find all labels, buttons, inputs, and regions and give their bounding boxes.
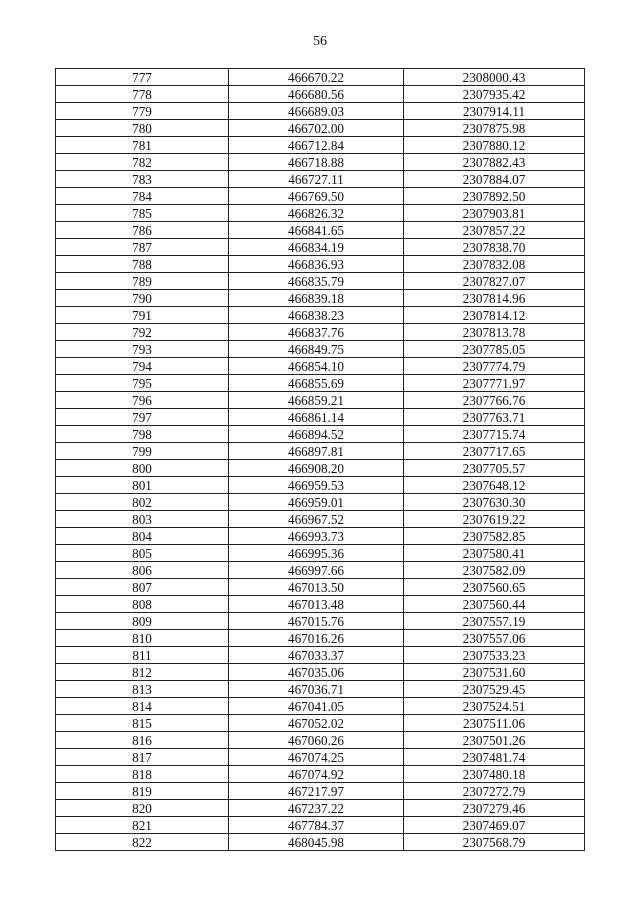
- x-coordinate-cell: 466689.03: [229, 103, 404, 120]
- x-coordinate-cell: 467013.48: [229, 596, 404, 613]
- table-row: [56, 477, 585, 494]
- point-number-cell: 785: [56, 205, 229, 222]
- x-coordinate-cell: 466861.14: [229, 409, 404, 426]
- y-coordinate-cell: 2307582.85: [404, 528, 585, 545]
- point-number-cell: 808: [56, 596, 229, 613]
- table-row: [56, 120, 585, 137]
- x-coordinate-cell: 466959.53: [229, 477, 404, 494]
- x-coordinate-cell: 467015.76: [229, 613, 404, 630]
- point-number-cell: 793: [56, 341, 229, 358]
- table-row: [56, 69, 585, 86]
- table-row: [56, 409, 585, 426]
- y-coordinate-cell: 2307560.65: [404, 579, 585, 596]
- y-coordinate-cell: 2307272.79: [404, 783, 585, 800]
- y-coordinate-cell: 2307875.98: [404, 120, 585, 137]
- point-number-cell: 777: [56, 69, 229, 86]
- y-coordinate-cell: 2307935.42: [404, 86, 585, 103]
- y-coordinate-cell: 2307763.71: [404, 409, 585, 426]
- table-row: [56, 358, 585, 375]
- point-number-cell: 794: [56, 358, 229, 375]
- x-coordinate-cell: 466834.19: [229, 239, 404, 256]
- table-row: [56, 766, 585, 783]
- table-row: [56, 732, 585, 749]
- table-row: [56, 392, 585, 409]
- x-coordinate-cell: 467052.02: [229, 715, 404, 732]
- point-number-cell: 790: [56, 290, 229, 307]
- point-number-cell: 822: [56, 834, 229, 851]
- point-number-cell: 820: [56, 800, 229, 817]
- point-number-cell: 799: [56, 443, 229, 460]
- table-row: [56, 188, 585, 205]
- y-coordinate-cell: 2307814.12: [404, 307, 585, 324]
- table-row: [56, 715, 585, 732]
- x-coordinate-cell: 467016.26: [229, 630, 404, 647]
- table-row: [56, 324, 585, 341]
- point-number-cell: 805: [56, 545, 229, 562]
- point-number-cell: 789: [56, 273, 229, 290]
- y-coordinate-cell: 2307814.96: [404, 290, 585, 307]
- x-coordinate-cell: 466702.00: [229, 120, 404, 137]
- y-coordinate-cell: 2307813.78: [404, 324, 585, 341]
- x-coordinate-cell: 467041.05: [229, 698, 404, 715]
- table-row: [56, 647, 585, 664]
- coordinates-table-body: [56, 69, 585, 851]
- y-coordinate-cell: 2307511.06: [404, 715, 585, 732]
- x-coordinate-cell: 466826.32: [229, 205, 404, 222]
- point-number-cell: 817: [56, 749, 229, 766]
- x-coordinate-cell: 466967.52: [229, 511, 404, 528]
- y-coordinate-cell: 2307838.70: [404, 239, 585, 256]
- point-number-cell: 815: [56, 715, 229, 732]
- x-coordinate-cell: 467784.37: [229, 817, 404, 834]
- point-number-cell: 781: [56, 137, 229, 154]
- point-number-cell: 784: [56, 188, 229, 205]
- point-number-cell: 816: [56, 732, 229, 749]
- x-coordinate-cell: 466835.79: [229, 273, 404, 290]
- table-row: [56, 86, 585, 103]
- point-number-cell: 813: [56, 681, 229, 698]
- x-coordinate-cell: 467013.50: [229, 579, 404, 596]
- x-coordinate-cell: 466908.20: [229, 460, 404, 477]
- x-coordinate-cell: 466993.73: [229, 528, 404, 545]
- y-coordinate-cell: 2307892.50: [404, 188, 585, 205]
- point-number-cell: 804: [56, 528, 229, 545]
- point-number-cell: 821: [56, 817, 229, 834]
- x-coordinate-cell: 466836.93: [229, 256, 404, 273]
- point-number-cell: 819: [56, 783, 229, 800]
- point-number-cell: 795: [56, 375, 229, 392]
- y-coordinate-cell: 2307279.46: [404, 800, 585, 817]
- y-coordinate-cell: 2307630.30: [404, 494, 585, 511]
- x-coordinate-cell: 466727.11: [229, 171, 404, 188]
- table-row: [56, 273, 585, 290]
- y-coordinate-cell: 2307914.11: [404, 103, 585, 120]
- y-coordinate-cell: 2307715.74: [404, 426, 585, 443]
- table-row: [56, 256, 585, 273]
- y-coordinate-cell: 2307481.74: [404, 749, 585, 766]
- x-coordinate-cell: 466855.69: [229, 375, 404, 392]
- x-coordinate-cell: 467074.25: [229, 749, 404, 766]
- x-coordinate-cell: 467237.22: [229, 800, 404, 817]
- table-row: [56, 834, 585, 851]
- y-coordinate-cell: 2307480.18: [404, 766, 585, 783]
- x-coordinate-cell: 466837.76: [229, 324, 404, 341]
- y-coordinate-cell: 2307785.05: [404, 341, 585, 358]
- table-row: [56, 239, 585, 256]
- table-row: [56, 154, 585, 171]
- y-coordinate-cell: 2307771.97: [404, 375, 585, 392]
- point-number-cell: 814: [56, 698, 229, 715]
- point-number-cell: 796: [56, 392, 229, 409]
- x-coordinate-cell: 466769.50: [229, 188, 404, 205]
- x-coordinate-cell: 467074.92: [229, 766, 404, 783]
- x-coordinate-cell: 466838.23: [229, 307, 404, 324]
- y-coordinate-cell: 2307529.45: [404, 681, 585, 698]
- point-number-cell: 778: [56, 86, 229, 103]
- point-number-cell: 797: [56, 409, 229, 426]
- point-number-cell: 800: [56, 460, 229, 477]
- table-row: [56, 307, 585, 324]
- table-row: [56, 562, 585, 579]
- point-number-cell: 786: [56, 222, 229, 239]
- coordinates-table: [55, 68, 585, 851]
- table-row: [56, 579, 585, 596]
- point-number-cell: 807: [56, 579, 229, 596]
- x-coordinate-cell: 466997.66: [229, 562, 404, 579]
- x-coordinate-cell: 466839.18: [229, 290, 404, 307]
- point-number-cell: 809: [56, 613, 229, 630]
- x-coordinate-cell: 467035.06: [229, 664, 404, 681]
- x-coordinate-cell: 466894.52: [229, 426, 404, 443]
- x-coordinate-cell: 466995.36: [229, 545, 404, 562]
- y-coordinate-cell: 2307884.07: [404, 171, 585, 188]
- table-row: [56, 341, 585, 358]
- table-row: [56, 800, 585, 817]
- y-coordinate-cell: 2307560.44: [404, 596, 585, 613]
- table-row: [56, 137, 585, 154]
- x-coordinate-cell: 466670.22: [229, 69, 404, 86]
- point-number-cell: 803: [56, 511, 229, 528]
- y-coordinate-cell: 2307648.12: [404, 477, 585, 494]
- y-coordinate-cell: 2307557.19: [404, 613, 585, 630]
- table-row: [56, 290, 585, 307]
- table-row: [56, 749, 585, 766]
- y-coordinate-cell: 2307619.22: [404, 511, 585, 528]
- y-coordinate-cell: 2307469.07: [404, 817, 585, 834]
- point-number-cell: 818: [56, 766, 229, 783]
- point-number-cell: 779: [56, 103, 229, 120]
- y-coordinate-cell: 2307766.76: [404, 392, 585, 409]
- x-coordinate-cell: 467217.97: [229, 783, 404, 800]
- point-number-cell: 792: [56, 324, 229, 341]
- table-row: [56, 664, 585, 681]
- point-number-cell: 788: [56, 256, 229, 273]
- x-coordinate-cell: 468045.98: [229, 834, 404, 851]
- y-coordinate-cell: 2307557.06: [404, 630, 585, 647]
- table-row: [56, 511, 585, 528]
- point-number-cell: 798: [56, 426, 229, 443]
- point-number-cell: 811: [56, 647, 229, 664]
- point-number-cell: 787: [56, 239, 229, 256]
- point-number-cell: 802: [56, 494, 229, 511]
- table-row: [56, 443, 585, 460]
- y-coordinate-cell: 2307568.79: [404, 834, 585, 851]
- table-row: [56, 171, 585, 188]
- x-coordinate-cell: 467033.37: [229, 647, 404, 664]
- y-coordinate-cell: 2307501.26: [404, 732, 585, 749]
- table-row: [56, 613, 585, 630]
- y-coordinate-cell: 2307857.22: [404, 222, 585, 239]
- x-coordinate-cell: 466680.56: [229, 86, 404, 103]
- table-row: [56, 681, 585, 698]
- point-number-cell: 806: [56, 562, 229, 579]
- x-coordinate-cell: 466897.81: [229, 443, 404, 460]
- y-coordinate-cell: 2307717.65: [404, 443, 585, 460]
- page-number: 56: [313, 34, 327, 49]
- point-number-cell: 812: [56, 664, 229, 681]
- x-coordinate-cell: 466841.65: [229, 222, 404, 239]
- table-row: [56, 426, 585, 443]
- point-number-cell: 810: [56, 630, 229, 647]
- table-row: [56, 630, 585, 647]
- table-row: [56, 494, 585, 511]
- table-row: [56, 103, 585, 120]
- point-number-cell: 783: [56, 171, 229, 188]
- table-row: [56, 545, 585, 562]
- table-row: [56, 205, 585, 222]
- y-coordinate-cell: 2307882.43: [404, 154, 585, 171]
- y-coordinate-cell: 2307524.51: [404, 698, 585, 715]
- x-coordinate-cell: 467036.71: [229, 681, 404, 698]
- x-coordinate-cell: 466854.10: [229, 358, 404, 375]
- table-row: [56, 460, 585, 477]
- y-coordinate-cell: 2307531.60: [404, 664, 585, 681]
- table-row: [56, 698, 585, 715]
- x-coordinate-cell: 466718.88: [229, 154, 404, 171]
- x-coordinate-cell: 466712.84: [229, 137, 404, 154]
- y-coordinate-cell: 2307705.57: [404, 460, 585, 477]
- y-coordinate-cell: 2307880.12: [404, 137, 585, 154]
- x-coordinate-cell: 467060.26: [229, 732, 404, 749]
- y-coordinate-cell: 2307580.41: [404, 545, 585, 562]
- point-number-cell: 801: [56, 477, 229, 494]
- table-row: [56, 817, 585, 834]
- y-coordinate-cell: 2307533.23: [404, 647, 585, 664]
- table-row: [56, 596, 585, 613]
- x-coordinate-cell: 466859.21: [229, 392, 404, 409]
- y-coordinate-cell: 2307903.81: [404, 205, 585, 222]
- y-coordinate-cell: 2307832.08: [404, 256, 585, 273]
- y-coordinate-cell: 2307774.79: [404, 358, 585, 375]
- x-coordinate-cell: 466849.75: [229, 341, 404, 358]
- point-number-cell: 782: [56, 154, 229, 171]
- point-number-cell: 780: [56, 120, 229, 137]
- table-row: [56, 783, 585, 800]
- table-row: [56, 222, 585, 239]
- table-row: [56, 375, 585, 392]
- y-coordinate-cell: 2307582.09: [404, 562, 585, 579]
- y-coordinate-cell: 2308000.43: [404, 69, 585, 86]
- table-row: [56, 528, 585, 545]
- point-number-cell: 791: [56, 307, 229, 324]
- x-coordinate-cell: 466959.01: [229, 494, 404, 511]
- y-coordinate-cell: 2307827.07: [404, 273, 585, 290]
